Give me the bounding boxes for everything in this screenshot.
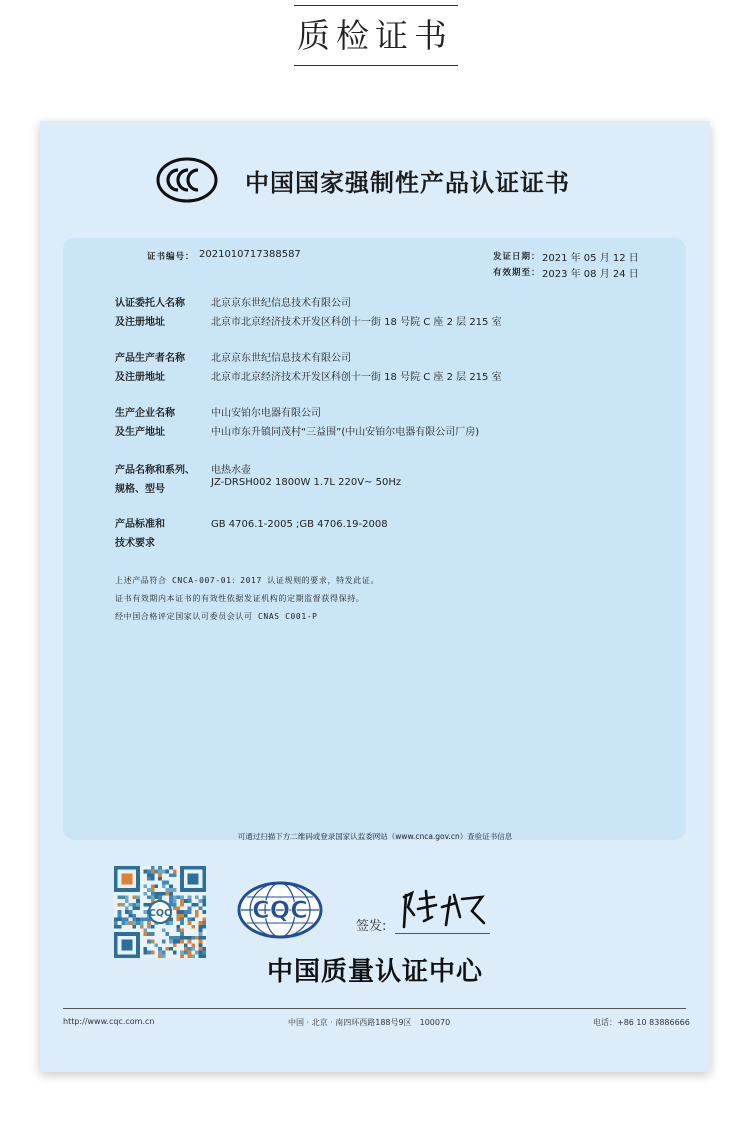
page-title: 质检证书 <box>297 16 453 55</box>
footer-divider <box>63 1008 686 1009</box>
cqc-logo-text: CQC <box>252 896 308 924</box>
product-label: 产品名称和系列、 <box>115 465 195 476</box>
footer-phone: 电话：+86 10 83886666 <box>593 1018 690 1027</box>
product-model-label: 规格、型号 <box>115 484 165 495</box>
cert-number: 2021010717388587 <box>199 249 301 260</box>
product-model: JZ-DRSH002 1800W 1.7L 220V~ 50Hz <box>211 477 402 488</box>
footer-address: 中国 · 北京 · 南四环西路188号9区 100070 <box>288 1018 451 1027</box>
manufacturer-name: 北京京东世纪信息技术有限公司 <box>211 353 351 364</box>
header-bottom-line <box>294 65 458 66</box>
issuing-organization: 中国质量认证中心 <box>266 957 483 987</box>
header-top-line <box>294 5 458 6</box>
issue-date-label: 发证日期： <box>493 252 541 262</box>
expiry-date: 2023 年 08 月 24 日 <box>542 269 639 280</box>
standards-value: GB 4706.1-2005 ;GB 4706.19-2008 <box>211 519 388 530</box>
factory-label: 生产企业名称 <box>115 408 175 419</box>
statement-line-2: 证书有效期内本证书的有效性依据发证机构的定期监督获得保持。 <box>115 594 365 603</box>
product-name: 电热水壶 <box>211 465 251 476</box>
statement-line-3: 经中国合格评定国家认可委员会认可 CNAS C001-P <box>115 612 318 621</box>
signature-line <box>395 933 490 934</box>
issue-date: 2021 年 05 月 12 日 <box>542 253 639 264</box>
expiry-date-label: 有效期至： <box>493 268 541 278</box>
certificate-title: 中国国家强制性产品认证证书 <box>245 169 570 197</box>
manufacturer-address-label: 及注册地址 <box>115 372 165 383</box>
svg-text:CQC: CQC <box>148 908 172 920</box>
applicant-label: 认证委托人名称 <box>115 298 185 309</box>
ccc-logo-icon <box>156 157 218 203</box>
qr-verification-note: 可通过扫描下方二维码或登录国家认监委网站（www.cnca.gov.cn）查验证书信息 <box>237 832 513 841</box>
factory-address: 中山市东升镇同茂村“三益围”(中山安铂尔电器有限公司厂房) <box>211 427 480 438</box>
standards-label: 产品标准和 <box>115 519 165 530</box>
signature-icon <box>398 887 490 931</box>
applicant-name: 北京京东世纪信息技术有限公司 <box>211 298 351 309</box>
standards-label-2: 技术要求 <box>115 538 155 549</box>
cert-number-label: 证书编号： <box>147 252 195 262</box>
signature-label: 签发: <box>356 919 387 934</box>
applicant-address: 北京市北京经济技术开发区科创十一街 18 号院 C 座 2 层 215 室 <box>211 317 502 328</box>
cqc-logo-icon <box>237 881 323 939</box>
manufacturer-label: 产品生产者名称 <box>115 353 185 364</box>
statement-line-1: 上述产品符合 CNCA-007-01：2017 认证规则的要求，特发此证。 <box>115 576 380 585</box>
applicant-address-label: 及注册地址 <box>115 317 165 328</box>
manufacturer-address: 北京市北京经济技术开发区科创十一街 18 号院 C 座 2 层 215 室 <box>211 372 502 383</box>
factory-address-label: 及生产地址 <box>115 427 165 438</box>
factory-name: 中山安铂尔电器有限公司 <box>211 408 321 419</box>
footer-website: http://www.cqc.com.cn <box>63 1017 155 1026</box>
qr-code-icon <box>114 866 206 958</box>
